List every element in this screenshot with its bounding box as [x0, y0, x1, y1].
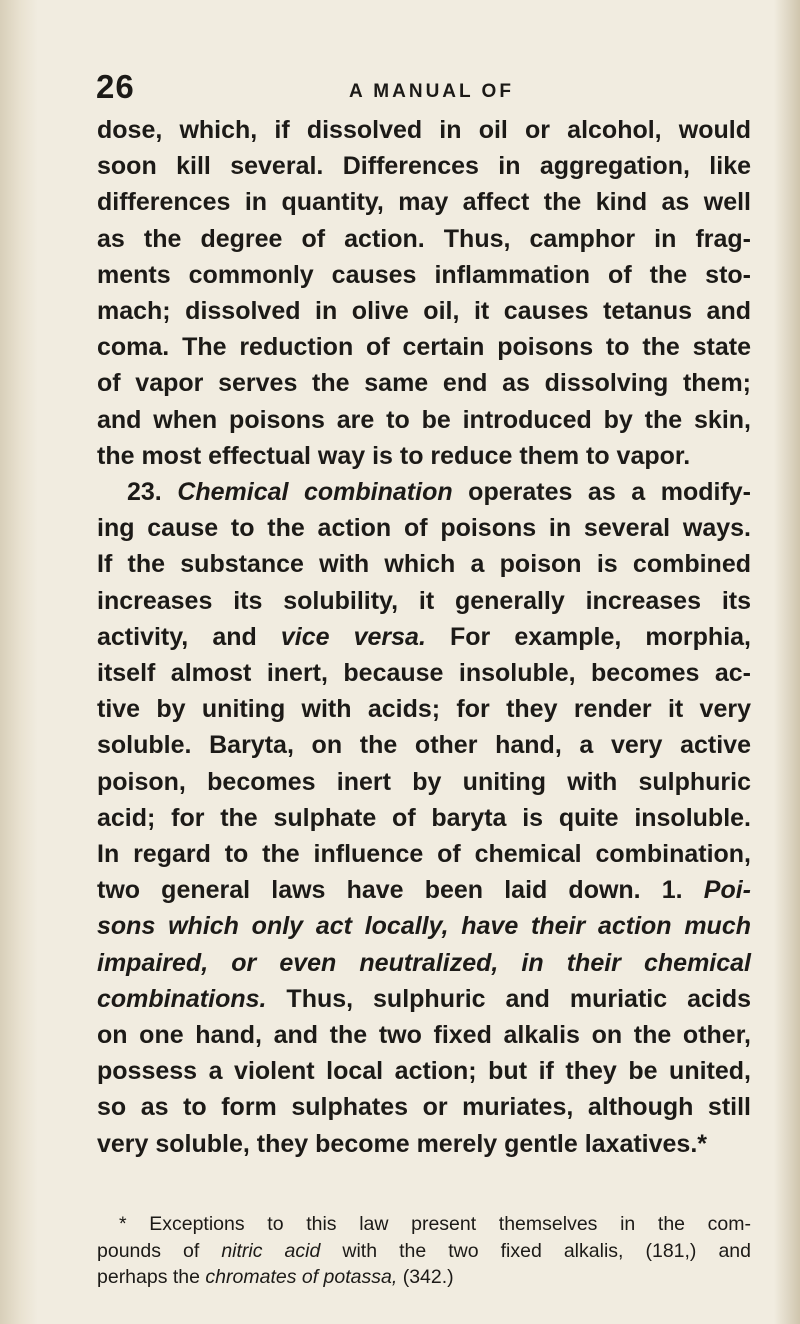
text-line: as the degree of action. Thus, camphor in frag- — [97, 224, 751, 253]
emphasis: nitric acid — [221, 1239, 321, 1262]
text-line: so as to form sulphates or muriates, although still — [97, 1093, 751, 1122]
text-line — [97, 945, 751, 981]
law-statement: combinations. — [97, 984, 267, 1013]
footnote — [97, 1211, 751, 1291]
text-line: differences in quantity, may affect the kind as well — [97, 188, 751, 217]
section-heading: Chemical combination — [177, 478, 453, 507]
emphasis: chromates of potassa, — [205, 1266, 398, 1288]
footnote-line — [97, 1238, 751, 1265]
text-line: of vapor serves the same end as dissolving them; — [97, 369, 751, 398]
text-line: tive by uniting with acids; for they render it very — [97, 695, 751, 724]
text-line: acid; for the sulphate of baryta is quite insoluble. — [97, 803, 751, 832]
text-line: very soluble, they become merely gentle laxatives.* — [97, 1129, 708, 1158]
law-statement: impaired, or even neutralized, in their chemical — [97, 948, 751, 977]
section-start-line — [97, 474, 751, 510]
running-head — [96, 68, 746, 108]
text-line — [97, 872, 751, 908]
page-number: 26 — [96, 68, 135, 105]
text-line: on one hand, and the two fixed alkalis on the other, — [97, 1021, 751, 1050]
text-line: mach; dissolved in olive oil, it causes tetanus and — [97, 297, 751, 326]
running-title: A MANUAL OF — [349, 81, 514, 102]
text-run: (342.) — [402, 1266, 454, 1288]
footnote-line: * Exceptions to this law present themselves in the com- — [119, 1213, 751, 1235]
text-run: activity, and — [97, 622, 257, 651]
text-run: with the two fixed alkalis, (181,) and — [342, 1239, 751, 1262]
text-line: ing cause to the action of poisons in several ways. — [97, 514, 751, 543]
body-text — [97, 112, 751, 1162]
text-line: increases its solubility, it generally increases its — [97, 586, 751, 615]
text-run: For example, morphia, — [450, 622, 752, 651]
emphasis: vice versa. — [280, 622, 426, 651]
law-statement: sons which only act locally, have their action much — [97, 912, 751, 941]
text-line: possess a violent local action; but if they be united, — [97, 1057, 751, 1086]
text-run: operates as a modify- — [468, 478, 751, 507]
text-line: itself almost inert, because insoluble, becomes ac- — [97, 659, 751, 688]
text-line: dose, which, if dissolved in oil or alcohol, would — [97, 116, 751, 144]
text-run: pounds of — [97, 1239, 200, 1262]
text-line: In regard to the influence of chemical combination, — [97, 840, 751, 869]
footnote-line — [97, 1264, 751, 1291]
text-line: poison, becomes inert by uniting with sulphuric — [97, 767, 751, 796]
text-line: the most effectual way is to reduce them to vapor. — [97, 441, 691, 470]
text-run: perhaps the — [97, 1266, 200, 1288]
text-run: Thus, sulphuric and muriatic acids — [286, 984, 751, 1013]
text-line: If the substance with which a poison is combined — [97, 550, 751, 579]
text-line: soluble. Baryta, on the other hand, a very active — [97, 731, 751, 760]
text-line: coma. The reduction of certain poisons to the state — [97, 333, 751, 362]
text-line — [97, 908, 751, 944]
text-run: two general laws have been laid down. 1. — [97, 876, 683, 905]
section-number: 23. — [127, 478, 162, 507]
text-line: ments commonly causes inflammation of the sto- — [97, 260, 751, 289]
text-line — [97, 981, 751, 1017]
text-line: soon kill several. Differences in aggregation, like — [97, 152, 751, 181]
text-line: and when poisons are to be introduced by the skin, — [97, 405, 751, 434]
law-statement: Poi- — [703, 876, 751, 905]
text-line — [97, 619, 751, 655]
